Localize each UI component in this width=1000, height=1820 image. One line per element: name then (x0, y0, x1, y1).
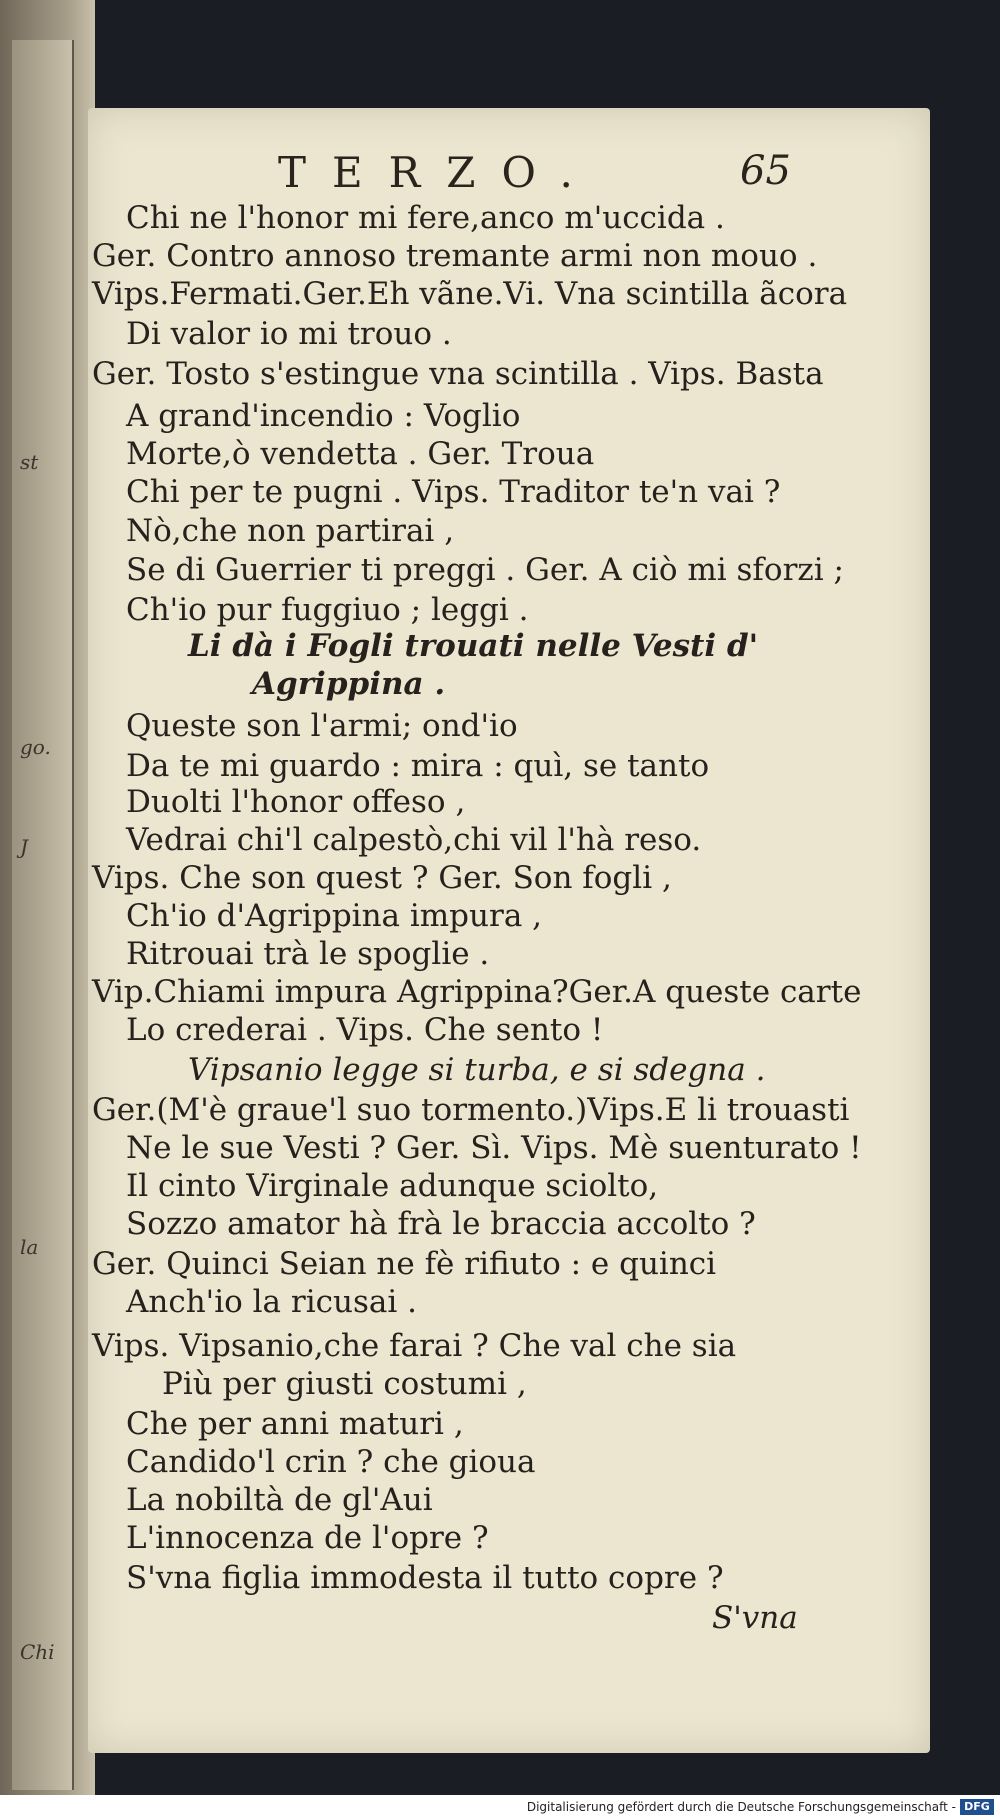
text-line: Vip.Chiami impura Agrippina?Ger.A queste carte (92, 974, 862, 1010)
text-line: Che per anni maturi , (126, 1406, 464, 1442)
margin-glyph: Chi (20, 1640, 55, 1664)
text-line: Vedrai chi'l calpestò,chi vil l'hà reso. (126, 822, 702, 858)
text-line: Vips. Vipsanio,che farai ? Che val che sia (92, 1328, 737, 1364)
text-line: Duolti l'honor offeso , (126, 784, 466, 820)
margin-glyph: st (20, 450, 39, 474)
text-line: Chi per te pugni . Vips. Traditor te'n vai ? (126, 474, 781, 510)
text-line: Ch'io pur fuggiuo ; leggi . (126, 592, 529, 628)
text-line: Da te mi guardo : mira : quì, se tanto (126, 748, 710, 784)
text-line: Agrippina . (252, 666, 446, 702)
text-line: Ger.(M'è graue'l suo tormento.)Vips.E li trouasti (92, 1092, 850, 1128)
page-header-title: TERZO. (278, 148, 599, 197)
margin-glyph: go. (20, 735, 51, 759)
text-line: Li dà i Fogli trouati nelle Vesti d' (188, 628, 759, 664)
text-line: Se di Guerrier ti preggi . Ger. A ciò mi sforzi ; (126, 552, 844, 588)
text-line: L'innocenza de l'opre ? (126, 1520, 489, 1556)
margin-glyph: J (20, 835, 29, 859)
text-line: S'vna figlia immodesta il tutto copre ? (126, 1560, 724, 1596)
footer-credit: Digitalisierung gefördert durch die Deutsche Forschungsgemeinschaft - (526, 1800, 956, 1814)
text-line: Ne le sue Vesti ? Ger. Sì. Vips. Mè suenturato ! (126, 1130, 862, 1166)
text-line: Candido'l crin ? che gioua (126, 1444, 536, 1480)
text-line: Ger. Quinci Seian ne fè rifiuto : e quinci (92, 1246, 717, 1282)
text-line: Ch'io d'Agrippina impura , (126, 898, 543, 934)
text-line: Il cinto Virginale adunque sciolto, (126, 1168, 659, 1204)
text-line: Nò,che non partirai , (126, 513, 455, 549)
text-line: Ger. Contro annoso tremante armi non mouo . (92, 238, 818, 274)
book-page (88, 108, 930, 1753)
text-line: Vips. Che son quest ? Ger. Son fogli , (92, 860, 672, 896)
text-line: S'vna (712, 1600, 798, 1636)
text-line: Ritrouai trà le spoglie . (126, 936, 490, 972)
text-line: Anch'io la ricusai . (126, 1284, 417, 1320)
text-line: Vips.Fermati.Ger.Eh vãne.Vi. Vna scintilla ãcora (92, 276, 848, 312)
margin-glyph: la (20, 1235, 39, 1259)
text-line: Lo crederai . Vips. Che sento ! (126, 1012, 604, 1048)
text-line: Chi ne l'honor mi fere,anco m'uccida . (126, 200, 725, 236)
text-line: Sozzo amator hà frà le braccia accolto ? (126, 1206, 756, 1242)
text-line: Più per giusti costumi , (162, 1366, 527, 1402)
text-line: Ger. Tosto s'estingue vna scintilla . Vips. Basta (92, 356, 824, 392)
text-line: Morte,ò vendetta . Ger. Troua (126, 436, 595, 472)
text-line: Di valor io mi trouo . (126, 316, 452, 352)
text-line: A grand'incendio : Voglio (126, 398, 521, 434)
page-text (88, 108, 930, 1753)
text-line: La nobiltà de gl'Aui (126, 1482, 433, 1518)
dfg-logo: DFG (960, 1799, 994, 1815)
book-left-edge (0, 0, 95, 1795)
text-line: Queste son l'armi; ond'io (126, 708, 518, 744)
text-line: Vipsanio legge si turba, e si sdegna . (188, 1052, 766, 1088)
adjacent-page-edge (12, 40, 74, 1790)
page-number: 65 (740, 148, 791, 194)
